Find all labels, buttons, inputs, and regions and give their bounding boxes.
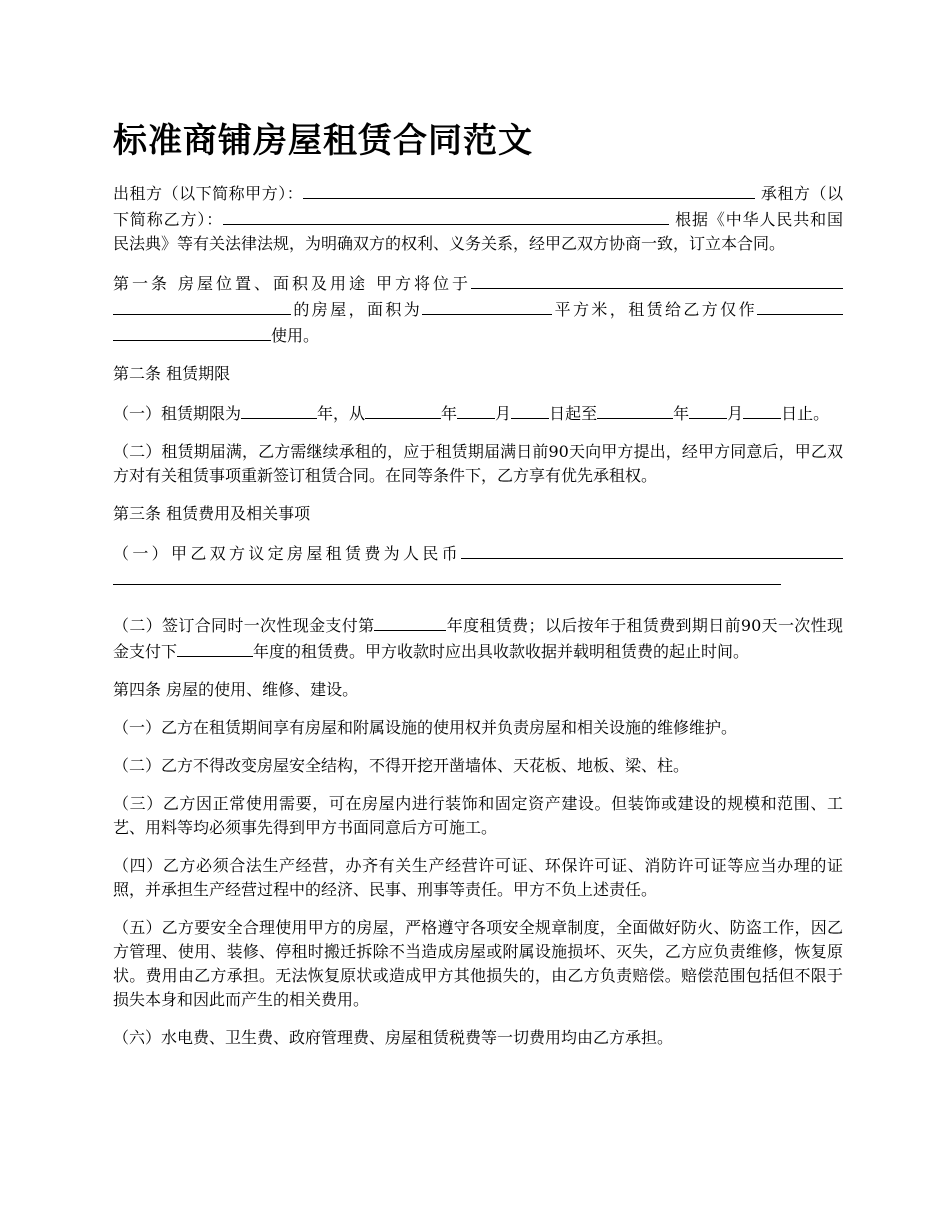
- rent-amount-blank-2[interactable]: [113, 566, 781, 585]
- start-month-blank[interactable]: [457, 400, 495, 419]
- start-day-blank[interactable]: [511, 400, 549, 419]
- location-blank[interactable]: [471, 270, 843, 289]
- article-2-title: 第二条 租赁期限: [113, 364, 231, 383]
- lessor-blank[interactable]: [303, 180, 755, 199]
- article-4-item-1: （一）乙方在租赁期间享有房屋和附属设施的使用权并负责房屋和相关设施的维修维护。: [113, 718, 738, 737]
- article-4-item-5: （五）乙方要安全合理使用甲方的房屋，严格遵守各项安全规章制度，全面做好防火、防盗工作，因乙方管理、使用、装修、停租时搬迁拆除不当造成房屋或附属设施损坏、灭失，乙方应负责维修，恢复原状。费用由乙方承担。无法恢复原状或造成甲方其他损失的，由乙方负责赔偿。赔偿范围包括但不限于损失本身和因此而产生的相关费用。: [113, 918, 843, 1009]
- end-day-blank[interactable]: [743, 400, 781, 419]
- article-4-item-4: （四）乙方必须合法生产经营，办齐有关生产经营许可证、环保许可证、消防许可证等应当办理的证照，并承担生产经营过程中的经济、民事、刑事等责任。甲方不负上述责任。: [113, 856, 843, 899]
- article-3-item-1: （一）甲乙双方议定房屋租赁费为人民币: [113, 540, 843, 592]
- document-title: 标准商铺房屋租赁合同范文: [113, 121, 533, 161]
- area-blank[interactable]: [422, 296, 552, 315]
- term-years-blank[interactable]: [241, 400, 317, 419]
- article-2-item-1: （一）租赁期限为 年，从 年 月 日起至 年 月 日止。: [113, 400, 843, 426]
- article-1-paragraph: 第一条 房屋位置、面积及用途 甲方将位于的房屋，面积为 平方米，租赁给乙方仅作使用。: [113, 270, 843, 348]
- document-body: [113, 180, 843, 1064]
- next-year-blank[interactable]: [177, 638, 253, 657]
- article-4-item-2: （二）乙方不得改变房屋安全结构，不得开挖开凿墙体、天花板、地板、梁、柱。: [113, 756, 690, 775]
- start-year-blank[interactable]: [365, 400, 441, 419]
- intro-paragraph: 出租方（以下简称甲方）： 承租方（以下简称乙方）： 根据《中华人民共和国民法典》等有关法律法规，为明确双方的权利、义务关系，经甲乙双方协商一致，订立本合同。: [113, 180, 843, 256]
- rent-amount-blank[interactable]: [461, 540, 843, 559]
- article-3-title: 第三条 租赁费用及相关事项: [113, 504, 311, 523]
- article-4-title: 第四条 房屋的使用、维修、建设。: [113, 680, 359, 699]
- lessee-blank[interactable]: [223, 206, 669, 225]
- location-blank-2[interactable]: [113, 296, 291, 315]
- article-4-item-6: （六）水电费、卫生费、政府管理费、房屋租赁税费等一切费用均由乙方承担。: [113, 1028, 674, 1047]
- usage-blank-2[interactable]: [113, 322, 271, 341]
- first-year-blank[interactable]: [374, 612, 446, 631]
- end-month-blank[interactable]: [689, 400, 727, 419]
- article-3-item-2: （二）签订合同时一次性现金支付第 年度租赁费；以后按年于租赁费到期日前90天一次性现金支付下 年度的租赁费。甲方收款时应出具收款收据并载明租赁费的起止时间。: [113, 612, 843, 664]
- end-year-blank[interactable]: [597, 400, 673, 419]
- usage-blank[interactable]: [757, 296, 843, 315]
- article-2-item-2: （二）租赁期届满，乙方需继续承租的，应于租赁期届满日前90天向甲方提出，经甲方同意后，甲乙双方对有关租赁事项重新签订租赁合同。在同等条件下，乙方享有优先承租权。: [113, 442, 843, 485]
- article-4-item-3: （三）乙方因正常使用需要，可在房屋内进行装饰和固定资产建设。但装饰或建设的规模和范围、工艺、用料等均必须事先得到甲方书面同意后方可施工。: [113, 794, 843, 837]
